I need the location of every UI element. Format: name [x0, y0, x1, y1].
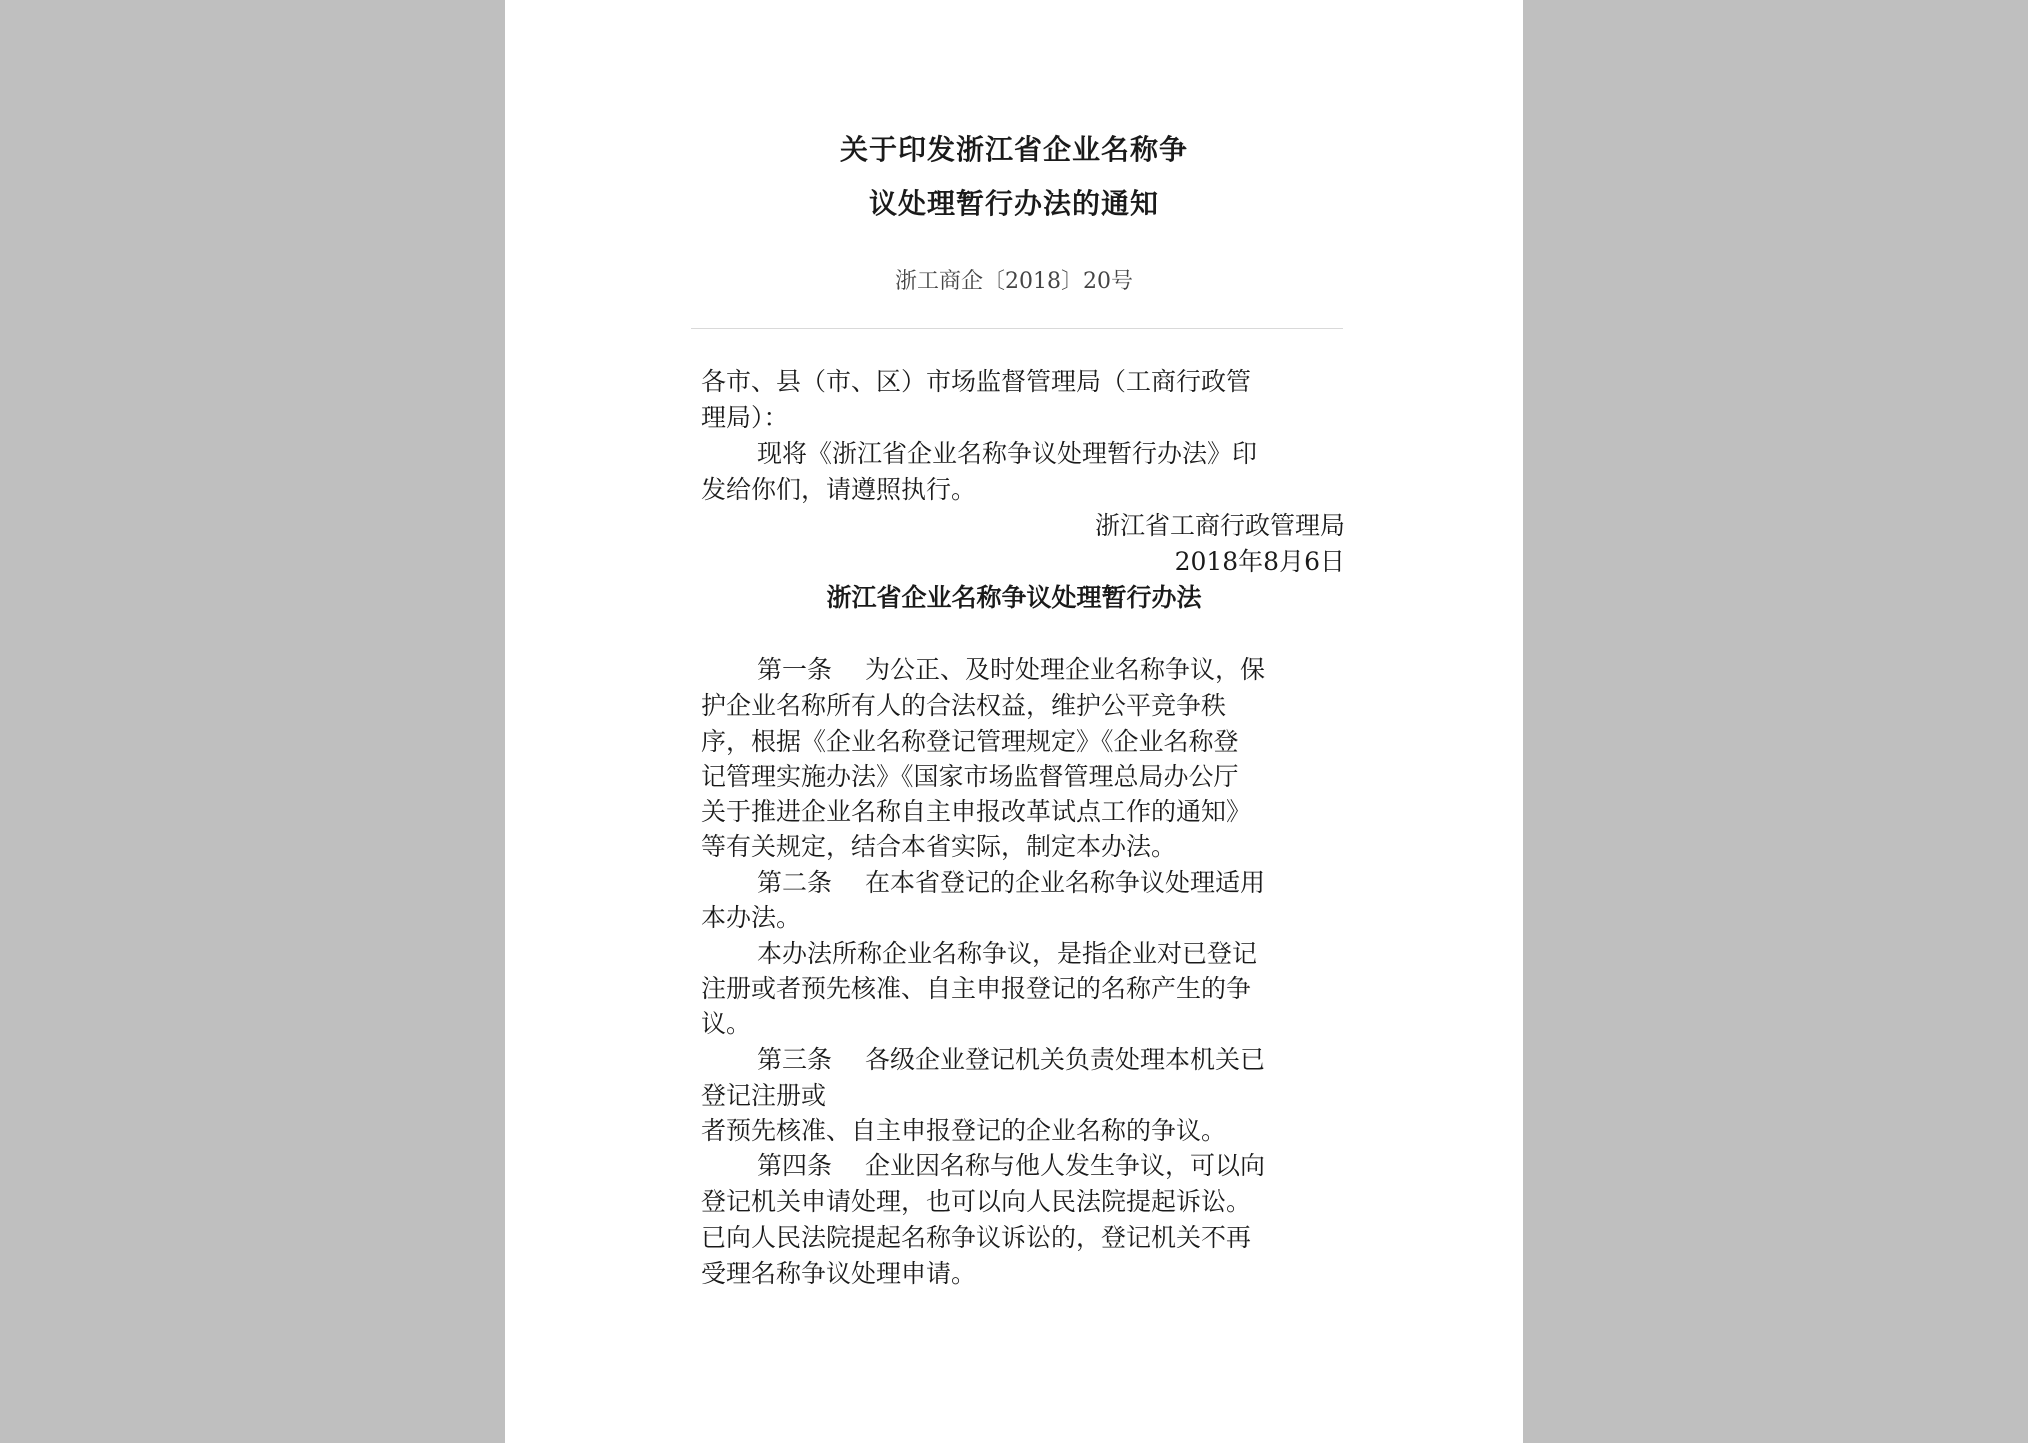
body-line: 议。 — [701, 1009, 752, 1038]
body-line: 护企业名称所有人的合法权益，维护公平竞争秩 — [701, 691, 1227, 720]
measures-title: 浙江省企业名称争议处理暂行办法 — [826, 583, 1202, 612]
body-line: 登记注册或 — [701, 1081, 827, 1110]
document-title-line2: 议处理暂行办法的通知 — [868, 187, 1159, 220]
document-page — [505, 0, 1523, 1443]
notice-line: 发给你们，请遵照执行。 — [701, 475, 977, 504]
document-title-line1: 关于印发浙江省企业名称争 — [839, 133, 1188, 166]
body-line: 者预先核准、自主申报登记的企业名称的争议。 — [701, 1116, 1227, 1145]
header-divider — [691, 328, 1343, 329]
notice-line: 理局）： — [701, 403, 789, 432]
body-line: 关于推进企业名称自主申报改革试点工作的通知》 — [701, 797, 1252, 826]
notice-line: 各市、县（市、区）市场监督管理局（工商行政管 — [701, 367, 1252, 396]
body-line: 第四条 企业因名称与他人发生争议，可以向 — [757, 1151, 1265, 1180]
signature-date: 2018年8月6日 — [1174, 547, 1345, 576]
body-line: 本办法所称企业名称争议，是指企业对已登记 — [757, 939, 1258, 968]
body-line: 受理名称争议处理申请。 — [701, 1259, 977, 1288]
body-line: 记管理实施办法》《国家市场监督管理总局办公厅 — [701, 762, 1239, 791]
body-line: 序，根据《企业名称登记管理规定》《企业名称登 — [701, 727, 1239, 756]
signature-issuer: 浙江省工商行政管理局 — [1094, 511, 1345, 540]
body-line: 登记机关申请处理，也可以向人民法院提起诉讼。 — [701, 1187, 1252, 1216]
body-line: 第二条 在本省登记的企业名称争议处理适用 — [757, 868, 1265, 897]
body-line: 已向人民法院提起名称争议诉讼的，登记机关不再 — [701, 1223, 1252, 1252]
body-line: 本办法。 — [701, 903, 802, 932]
body-line: 第三条 各级企业登记机关负责处理本机关已 — [757, 1045, 1265, 1074]
body-line: 第一条 为公正、及时处理企业名称争议，保 — [757, 655, 1265, 684]
document-number: 浙工商企〔2018〕20号 — [895, 269, 1133, 294]
notice-line: 现将《浙江省企业名称争议处理暂行办法》印 — [757, 439, 1258, 468]
body-line: 等有关规定，结合本省实际，制定本办法。 — [701, 832, 1177, 861]
body-line: 注册或者预先核准、自主申报登记的名称产生的争 — [701, 974, 1252, 1003]
